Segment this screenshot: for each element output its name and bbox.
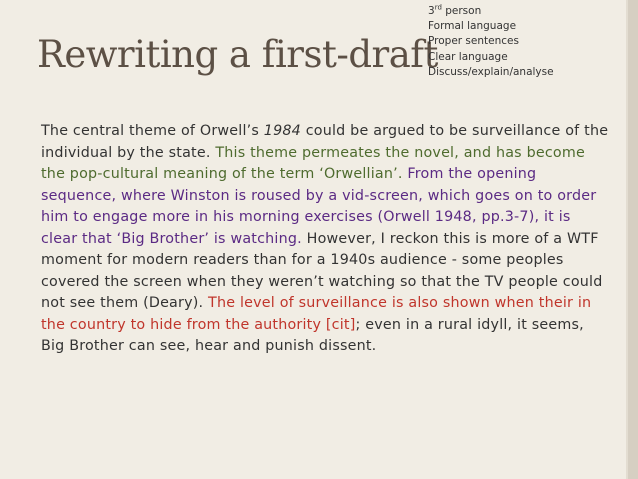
checklist-number: 3 [428, 5, 435, 17]
segment-informal-aside: However, I reckon this is more of a WTF moment for modern readers than for a 1940s audience - some peoples covered the screen when they weren’t watching so that the TV people could not see them (Deary). [41, 230, 603, 311]
checklist-person-label: person [441, 5, 482, 17]
segment-theme-intro: The central theme of Orwell’s [41, 123, 264, 139]
checklist-item: Clear language [428, 50, 508, 63]
checklist-item: Formal language [428, 20, 517, 33]
draft-paragraph [41, 121, 611, 358]
segment-theme-claim: could be argued to be surveillance of the individual by the state. [41, 123, 609, 161]
segment-opening-evidence: From the opening sequence, where Winston is roused by a vid-screen, which goes on to order him to engage more in his morning exercises (Orwell 1948, pp.3-7), it is clear that ‘Big Brother’ is watching. [41, 166, 597, 247]
segment-conclusion: ; even in a rural idyll, it seems, Big Brother can see, hear and punish dissent. [41, 316, 584, 354]
segment-country-surveillance: The level of surveillance is also shown when their in the country to hide from the authority [cit] [41, 295, 592, 333]
segment-orwellian: This theme permeates the novel, and has become the pop-cultural meaning of the term ‘Orwellian’. [41, 144, 585, 182]
slide-right-edge [628, 0, 638, 479]
checklist-item-person [428, 4, 554, 19]
checklist-item: Proper sentences [428, 35, 519, 48]
slide-title: Rewriting a first-draft [37, 33, 438, 76]
writing-checklist [428, 4, 554, 80]
book-title: 1984 [263, 123, 301, 139]
checklist-item: Discuss/explain/analyse [428, 65, 554, 78]
checklist-ordinal-suffix: rd [434, 3, 442, 12]
